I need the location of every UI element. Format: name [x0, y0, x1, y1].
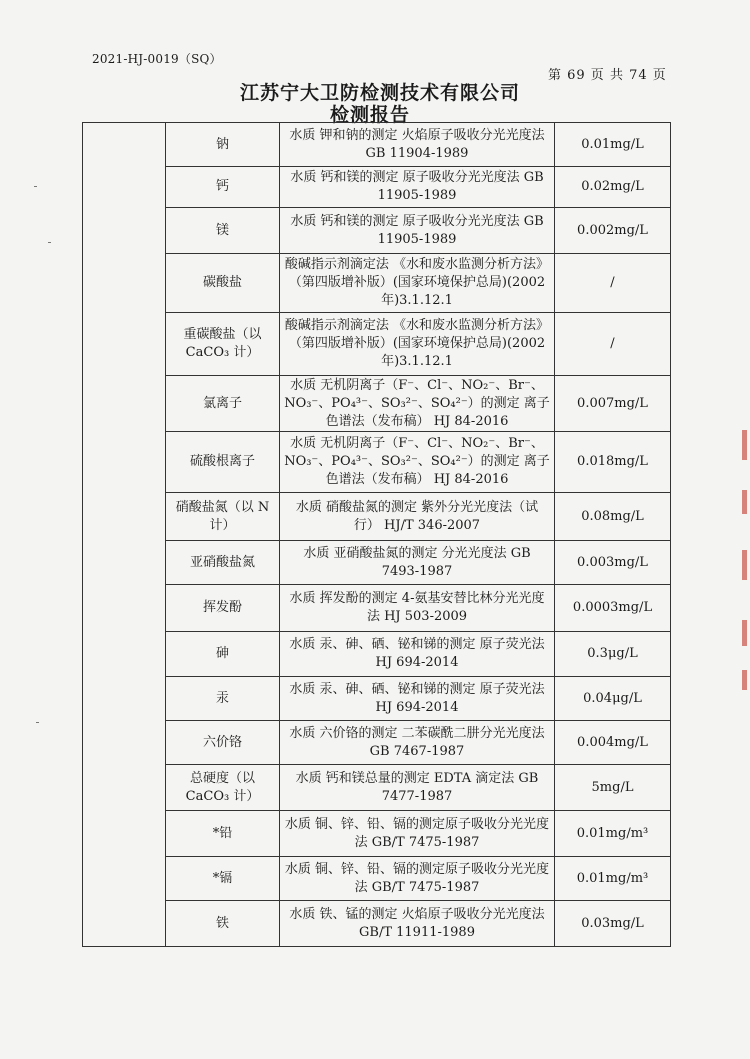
test-method-cell: 酸碱指示剂滴定法 《水和废水监测分析方法》（第四版增补版）(国家环境保护总局)(2002 年)3.1.12.1: [280, 254, 555, 313]
scan-speck: [34, 186, 37, 187]
table-row: [83, 493, 671, 541]
detection-limit-cell: 0.01mg/m³: [555, 857, 671, 901]
test-method-cell: 水质 铁、锰的测定 火焰原子吸收分光光度法 GB/T 11911-1989: [280, 901, 555, 947]
test-item-cell: 硝酸盐氮（以 N 计）: [166, 493, 280, 541]
detection-limit-cell: 5mg/L: [555, 765, 671, 811]
test-method-cell: 水质 铜、锌、铅、镉的测定原子吸收分光光度法 GB/T 7475-1987: [280, 811, 555, 857]
table-row: [83, 313, 671, 376]
test-item-cell: 氯离子: [166, 376, 280, 432]
detection-limit-cell: /: [555, 313, 671, 376]
test-item-cell: 硫酸根离子: [166, 432, 280, 493]
blank-category-cell: [83, 123, 166, 947]
test-item-cell: 镁: [166, 208, 280, 254]
detection-limit-cell: 0.003mg/L: [555, 541, 671, 585]
test-item-cell: 钠: [166, 123, 280, 167]
test-method-cell: 酸碱指示剂滴定法 《水和废水监测分析方法》（第四版增补版）(国家环境保护总局)(2002 年)3.1.12.1: [280, 313, 555, 376]
table-row: [83, 376, 671, 432]
test-method-cell: 水质 亚硝酸盐氮的测定 分光光度法 GB 7493-1987: [280, 541, 555, 585]
table-row: [83, 811, 671, 857]
test-method-cell: 水质 六价铬的测定 二苯碳酰二肼分光光度法 GB 7467-1987: [280, 721, 555, 765]
table-row: [83, 901, 671, 947]
test-method-cell: 水质 钙和镁的测定 原子吸收分光光度法 GB 11905-1989: [280, 167, 555, 208]
detection-limit-cell: 0.018mg/L: [555, 432, 671, 493]
test-item-cell: 挥发酚: [166, 585, 280, 632]
company-name: 江苏宁大卫防检测技术有限公司: [239, 82, 520, 104]
scan-speck: [48, 242, 51, 243]
table-row: [83, 632, 671, 677]
test-method-cell: 水质 无机阴离子（F⁻、Cl⁻、NO₂⁻、Br⁻、NO₃⁻、PO₄³⁻、SO₃²⁻、SO₄²⁻）的测定 离子色谱法（发布稿） HJ 84-2016: [280, 376, 555, 432]
detection-limit-cell: 0.04μg/L: [555, 677, 671, 721]
page-number: 第 69 页 共 74 页: [548, 68, 667, 83]
table-row: [83, 677, 671, 721]
test-item-cell: 总硬度（以 CaCO₃ 计）: [166, 765, 280, 811]
test-method-cell: 水质 硝酸盐氮的测定 紫外分光光度法（试行） HJ/T 346-2007: [280, 493, 555, 541]
test-item-cell: *铅: [166, 811, 280, 857]
test-item-cell: 六价铬: [166, 721, 280, 765]
test-item-cell: 碳酸盐: [166, 254, 280, 313]
test-method-cell: 水质 钙和镁的测定 原子吸收分光光度法 GB 11905-1989: [280, 208, 555, 254]
table-row: [83, 721, 671, 765]
test-method-table: [82, 122, 671, 947]
binding-edge-marks: [742, 430, 748, 690]
table-body: [83, 123, 671, 947]
test-method-cell: 水质 无机阴离子（F⁻、Cl⁻、NO₂⁻、Br⁻、NO₃⁻、PO₄³⁻、SO₃²⁻、SO₄²⁻）的测定 离子色谱法（发布稿） HJ 84-2016: [280, 432, 555, 493]
test-method-cell: 水质 钙和镁总量的测定 EDTA 滴定法 GB 7477-1987: [280, 765, 555, 811]
detection-limit-cell: 0.08mg/L: [555, 493, 671, 541]
detection-limit-cell: 0.03mg/L: [555, 901, 671, 947]
table-row: [83, 585, 671, 632]
detection-limit-cell: 0.3μg/L: [555, 632, 671, 677]
test-item-cell: 砷: [166, 632, 280, 677]
test-item-cell: 亚硝酸盐氮: [166, 541, 280, 585]
test-method-cell: 水质 汞、砷、硒、铋和锑的测定 原子荧光法 HJ 694-2014: [280, 632, 555, 677]
report-title: 检测报告: [329, 104, 410, 126]
test-method-cell: 水质 钾和钠的测定 火焰原子吸收分光光度法 GB 11904-1989: [280, 123, 555, 167]
document-code: 2021-HJ-0019（SQ）: [92, 52, 222, 66]
table-row: [83, 857, 671, 901]
detection-limit-cell: /: [555, 254, 671, 313]
test-item-cell: 铁: [166, 901, 280, 947]
detection-limit-cell: 0.007mg/L: [555, 376, 671, 432]
table-row: [83, 432, 671, 493]
detection-limit-cell: 0.0003mg/L: [555, 585, 671, 632]
detection-limit-cell: 0.02mg/L: [555, 167, 671, 208]
detection-limit-cell: 0.01mg/L: [555, 123, 671, 167]
detection-limit-cell: 0.002mg/L: [555, 208, 671, 254]
table-row: [83, 167, 671, 208]
table-row: [83, 123, 671, 167]
test-item-cell: *镉: [166, 857, 280, 901]
scan-speck: [36, 722, 39, 723]
test-method-cell: 水质 挥发酚的测定 4-氨基安替比林分光光度法 HJ 503-2009: [280, 585, 555, 632]
table-row: [83, 541, 671, 585]
table-row: [83, 208, 671, 254]
test-item-cell: 钙: [166, 167, 280, 208]
test-item-cell: 汞: [166, 677, 280, 721]
test-method-cell: 水质 铜、锌、铅、镉的测定原子吸收分光光度法 GB/T 7475-1987: [280, 857, 555, 901]
detection-limit-cell: 0.01mg/m³: [555, 811, 671, 857]
detection-limit-cell: 0.004mg/L: [555, 721, 671, 765]
table-row: [83, 254, 671, 313]
table-row: [83, 765, 671, 811]
test-method-cell: 水质 汞、砷、硒、铋和锑的测定 原子荧光法 HJ 694-2014: [280, 677, 555, 721]
test-item-cell: 重碳酸盐（以 CaCO₃ 计）: [166, 313, 280, 376]
